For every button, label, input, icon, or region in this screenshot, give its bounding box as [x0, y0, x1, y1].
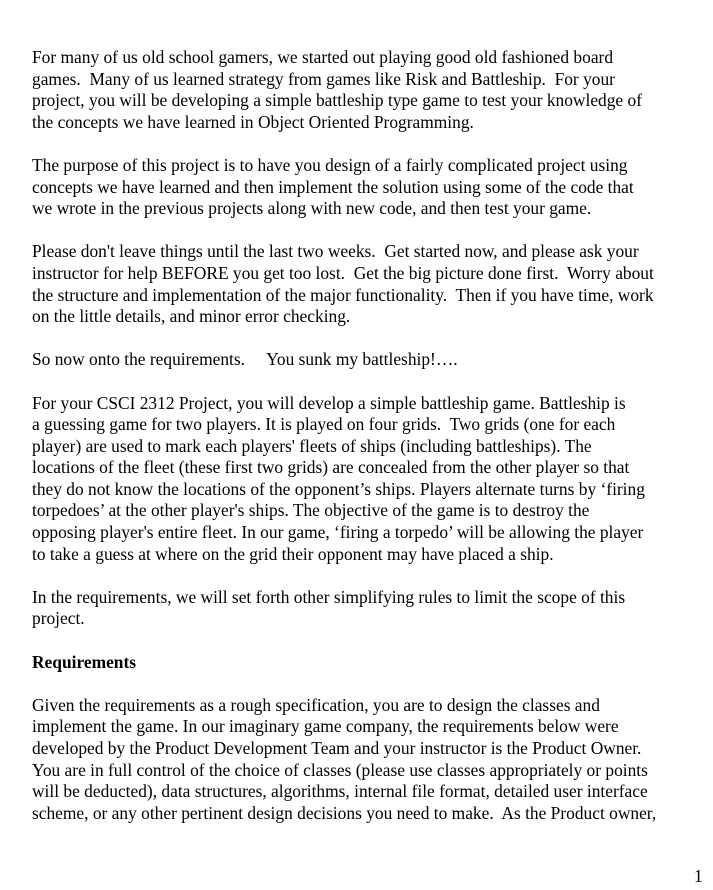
text-line: For your CSCI 2312 Project, you will develop a simple battleship game. Battleship is [32, 392, 626, 413]
text-line: For many of us old school gamers, we started out playing good old fashioned board [32, 47, 614, 67]
text-line: torpedoes’ at the other player's ships. The objective of the game is to destroy the [32, 500, 590, 521]
text-line: implement the game. In our imaginary game company, the requirements below were [32, 716, 619, 737]
text-line: scheme, or any other pertinent design decisions you need to make. As the Product owner, [32, 802, 657, 823]
section-heading [32, 652, 704, 674]
text-line: opposing player's entire fleet. In our game, ‘firing a torpedo’ will be allowing the player [32, 522, 644, 543]
text-line: project. [32, 608, 85, 629]
text-line: You are in full control of the choice of classes (please use classes appropriately or points [32, 759, 648, 780]
text-line: instructor for help BEFORE you get too lost. Get the big picture done first. Worry about [32, 262, 654, 283]
text-line: to take a guess at where on the grid their opponent may have placed a ship. [32, 543, 554, 564]
text-line: So now onto the requirements. You sunk my battleship!…. [32, 349, 458, 370]
paragraph-specification [32, 695, 704, 825]
text-line: we wrote in the previous projects along with new code, and then test your game. [32, 198, 592, 219]
text-line: a guessing game for two players. It is played on four grids. Two grids (one for each [32, 414, 616, 435]
text-line: on the little details, and minor error checking. [32, 306, 351, 327]
text-line: the concepts we have learned in Object Oriented Programming. [32, 111, 474, 132]
text-line: developed by the Product Development Team and your instructor is the Product Owner. [32, 738, 642, 758]
page-number: 1 [694, 866, 703, 886]
document-page [32, 47, 704, 846]
paragraph-purpose [32, 155, 704, 220]
text-line: they do not know the locations of the opponent’s ships. Players alternate turns by ‘firing [32, 478, 645, 499]
heading-text: Requirements [32, 651, 137, 672]
text-line: The purpose of this project is to have you design of a fairly complicated project using [32, 154, 628, 175]
text-line: Please don't leave things until the last two weeks. Get started now, and please ask your [32, 241, 639, 262]
text-line: the structure and implementation of the major functionality. Then if you have time, work [32, 284, 654, 305]
paragraph-scope [32, 587, 704, 630]
paragraph-advice [32, 241, 704, 327]
paragraph-game-description [32, 393, 704, 566]
paragraph-intro [32, 47, 704, 133]
text-line: concepts we have learned and then implement the solution using some of the code that [32, 176, 634, 197]
text-line: In the requirements, we will set forth other simplifying rules to limit the scope of this [32, 586, 626, 607]
text-line: games. Many of us learned strategy from games like Risk and Battleship. For your [32, 68, 615, 89]
text-line: Given the requirements as a rough specification, you are to design the classes and [32, 694, 600, 715]
paragraph-onto-requirements [32, 349, 704, 371]
text-line: will be deducted), data structures, algorithms, internal file format, detailed user interface [32, 781, 648, 802]
text-line: project, you will be developing a simple battleship type game to test your knowledge of [32, 90, 642, 111]
text-line: locations of the fleet (these first two grids) are concealed from the other player so that [32, 457, 630, 478]
text-line: player) are used to mark each players' fleets of ships (including battleships). The [32, 435, 592, 456]
